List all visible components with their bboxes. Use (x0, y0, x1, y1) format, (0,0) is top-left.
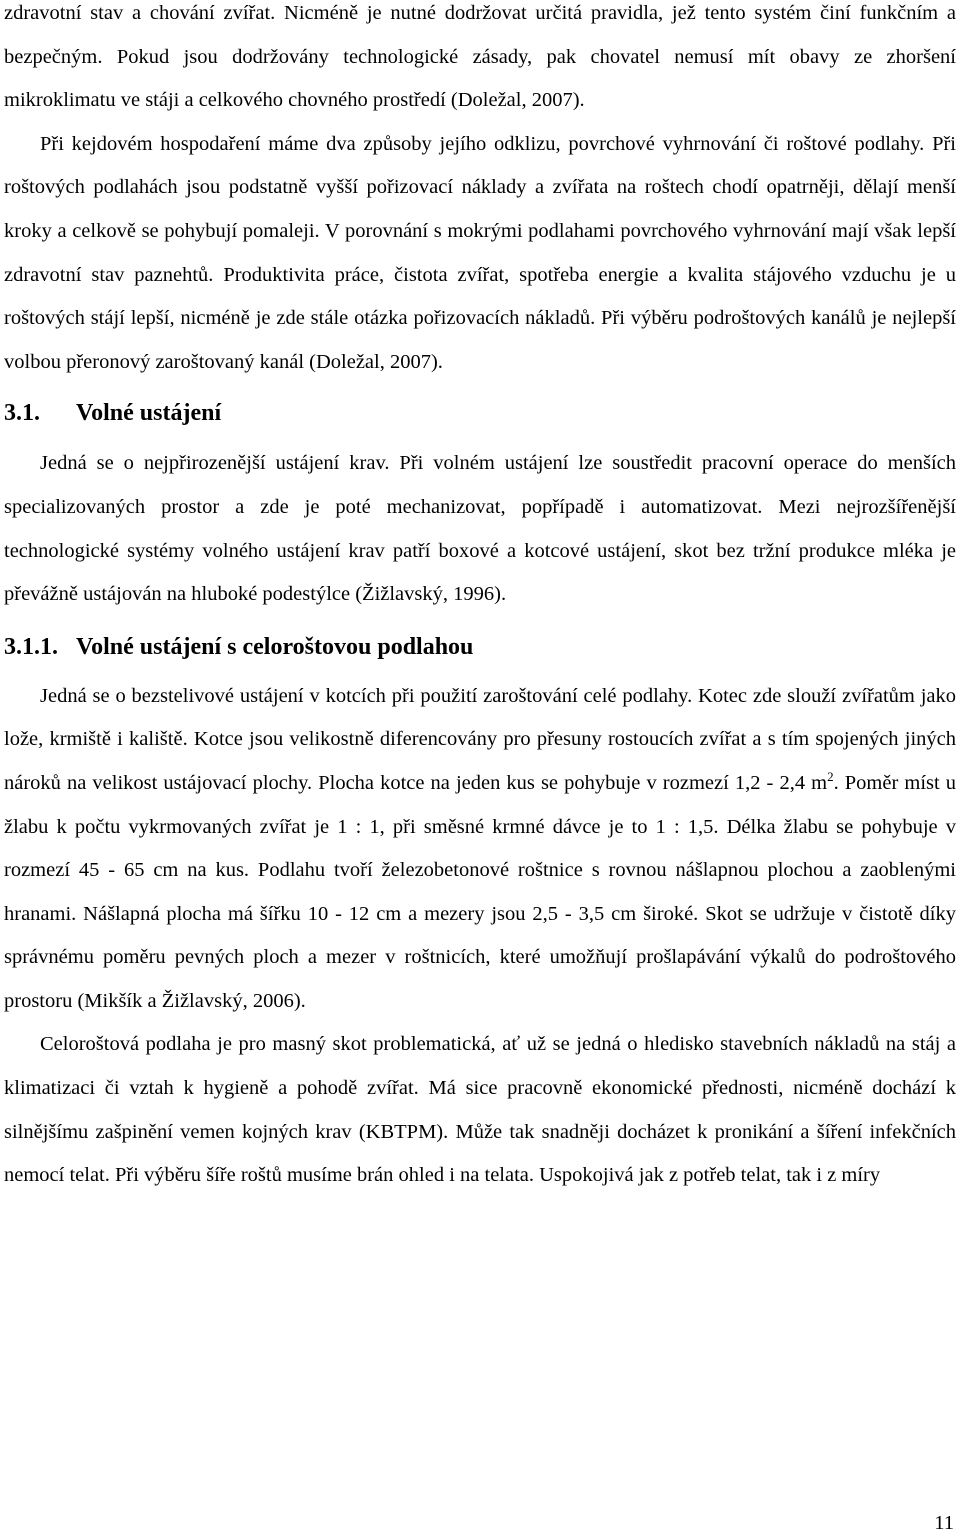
subsection-title: Volné ustájení s celoroštovou podlahou (76, 633, 474, 660)
paragraph-free-housing: Jedná se o nejpřirozenější ustájení krav. Při volném ustájení lze soustředit pracovní operace do menších specializovaných prostor a zde je poté mechanizovat, popřípadě i automatizovat. Mezi nejrozšířenější technologické systémy volného ustájení krav patří boxové a kotcové ustájení, skot bez tržní produkce mléka je převážně ustájován na hluboké podestýlce (Žižlavský, 1996). (4, 452, 956, 606)
paragraph-slatted-floor (4, 675, 956, 1024)
paragraph-slurry-management: Při kejdovém hospodaření máme dva způsoby jejího odklizu, povrchové vyhrnování či roštové podlahy. Při roštových podlahách jsou podstatně vyšší pořizovací náklady a zvířata na roštech chodí opatrněji, dělají menší kroky a celkově se pohybují pomaleji. V porovnání s mokrými podlahami povrchového vyhrnování mají však lepší zdravotní stav paznehtů. Produktivita práce, čistota zvířat, spotřeba energie a kvalita stájového vzduchu je u roštových stájí lepší, nicméně je zde stále otázka pořizovacích nákladů. Při výběru podroštových kanálů je nejlepší volbou přeronový zaroštovaný kanál (Doležal, 2007). (4, 132, 956, 373)
section-title: Volné ustájení (76, 400, 222, 427)
paragraph-slatted-floor-part2: . Poměr míst u žlabu k počtu vykrmovaných zvířat je 1 : 1, při směsné krmné dávce je to 1 : 1,5. Délka žlabu se pohybuje v rozmezí 45 - 65 cm na kus. Podlahu tvoří železobetonové roštnice s rovnou nášlapnou plochou a zaoblenými hranami. Nášlapná plocha má šířku 10 - 12 cm a mezery jsou 2,5 - 3,5 cm široké. Skot se udržuje v čistotě díky správnému poměru pevných ploch a mezer v roštnicích, které umožňují prošlapávání výkalů do podroštového prostoru (Mikšík a Žižlavský, 2006). (4, 771, 957, 1012)
paragraph-slatted-floor-part1: Jedná se o bezstelivové ustájení v kotcích při použití zaroštování celé podlahy. Kotec zde slouží zvířatům jako lože, krmiště i kaliště. Kotce jsou velikostně diferencovány pro přesuny rostoucích zvířat a s tím spojených jiných nároků na velikost ustájovací plochy. Plocha kotce na jeden kus se pohybuje v rozmezí 1,2 - 2,4 m (4, 684, 956, 794)
subsection-number: 3.1.1. (4, 633, 58, 660)
document-page (4, 0, 956, 1198)
section-number: 3.1. (4, 400, 40, 427)
paragraph-beef-cattle: Celoroštová podlaha je pro masný skot problematická, ať už se jedná o hledisko stavebních nákladů na stáj a klimatizaci či vztah k hygieně a pohodě zvířat. Má sice pracovně ekonomické přednosti, nicméně dochází k silnějšímu zašpinění vemen kojných krav (KBTPM). Může tak snadněji docházet k pronikání a šíření infekčních nemocí telat. Při výběru šíře roštů musíme brán ohled i na telata. Uspokojivá jak z potřeb telat, tak i z míry (4, 1033, 956, 1187)
paragraph-intro: zdravotní stav a chování zvířat. Nicméně je nutné dodržovat určitá pravidla, jež tento systém činí funkčním a bezpečným. Pokud jsou dodržovány technologické zásady, pak chovatel nemusí mít obavy ze zhoršení mikroklimatu ve stáji a celkového chovného prostředí (Doležal, 2007). (4, 2, 956, 112)
section-heading-3-1-1 (4, 631, 956, 663)
page-number: 11 (934, 1512, 954, 1534)
section-heading-3-1 (4, 397, 956, 429)
superscript-exponent: 2 (827, 768, 834, 784)
